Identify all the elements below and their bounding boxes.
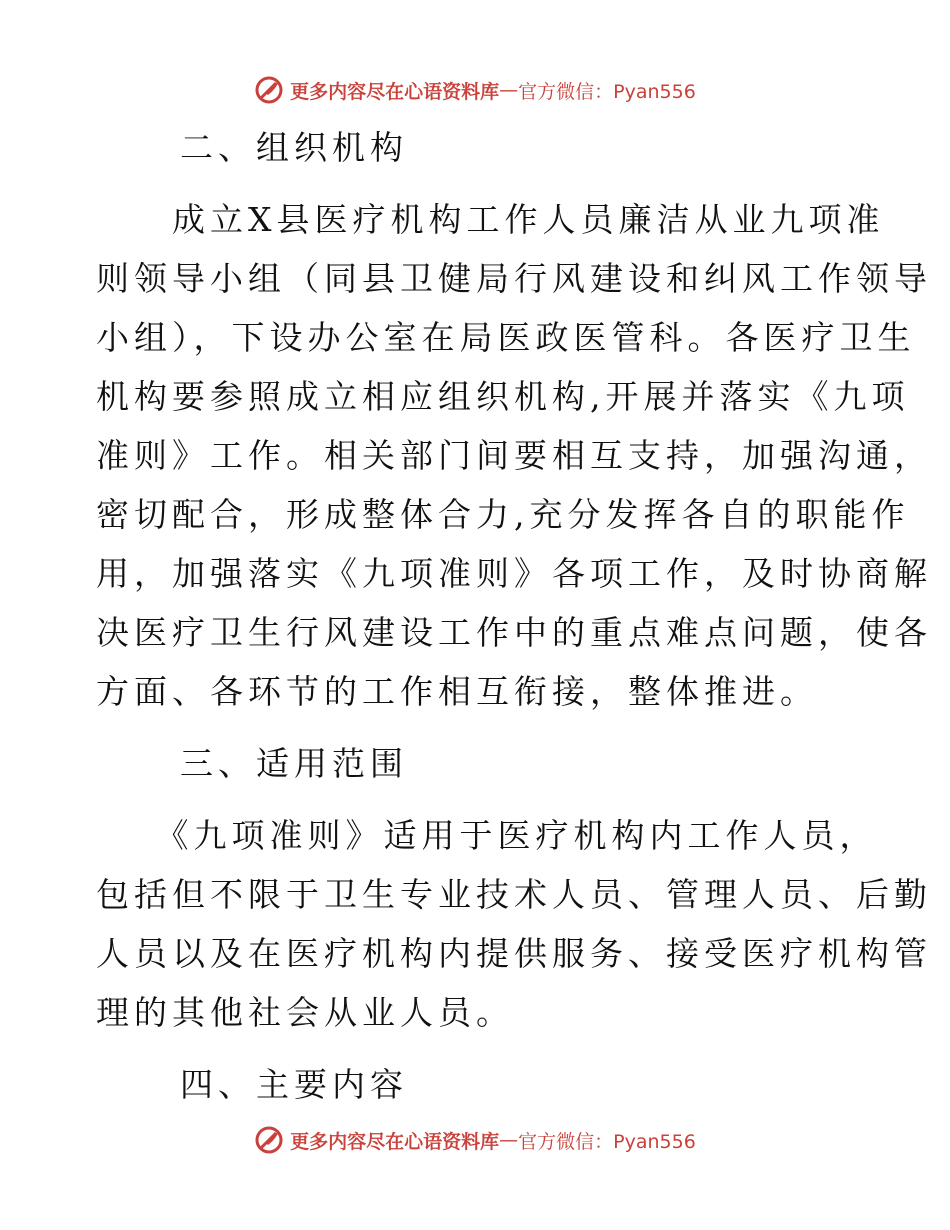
watermark-dash: —	[499, 1129, 519, 1151]
watermark-tail: 官方微信：Pyan556	[518, 1130, 696, 1153]
org-paragraph-line: 小组），下设办公室在局医政医管科。各医疗卫生	[96, 318, 916, 357]
watermark-footer	[0, 1120, 950, 1160]
watermark-header	[0, 70, 950, 110]
watermark-lead: 更多内容尽在心语资料库	[290, 1130, 500, 1153]
org-paragraph-line: 准则》工作。相关部门间要相互支持，加强沟通，	[96, 436, 932, 475]
org-paragraph-line: 机构要参照成立相应组织机构,开展并落实《九项	[96, 377, 910, 416]
org-paragraph-line: 成立X县医疗机构工作人员廉洁从业九项准	[96, 200, 885, 239]
scope-paragraph-line: 理的其他社会从业人员。	[96, 993, 514, 1032]
feather-logo-icon	[254, 75, 284, 105]
org-paragraph-line: 则领导小组（同县卫健局行风建设和纠风工作领导	[96, 259, 932, 298]
org-paragraph-line: 密切配合，形成整体合力,充分发挥各自的职能作	[96, 495, 910, 534]
watermark-lead: 更多内容尽在心语资料库	[290, 80, 500, 103]
scope-paragraph-line: 《九项准则》适用于医疗机构内工作人员，	[96, 816, 878, 855]
feather-logo-icon	[254, 1125, 284, 1155]
scope-paragraph-line: 人员以及在医疗机构内提供服务、接受医疗机构管	[96, 934, 932, 973]
section-heading-scope: 三、适用范围	[180, 744, 408, 783]
scope-paragraph-line: 包括但不限于卫生专业技术人员、管理人员、后勤	[96, 875, 932, 914]
org-paragraph-line: 方面、各环节的工作相互衔接，整体推进。	[96, 672, 818, 711]
watermark-tail: 官方微信：Pyan556	[518, 80, 696, 103]
section-heading-main-content: 四、主要内容	[180, 1065, 408, 1104]
org-paragraph-line: 决医疗卫生行风建设工作中的重点难点问题，使各	[96, 613, 932, 652]
section-heading-organization: 二、组织机构	[180, 128, 408, 167]
org-paragraph-line: 用，加强落实《九项准则》各项工作，及时协商解	[96, 554, 932, 593]
watermark-dash: —	[499, 79, 519, 101]
